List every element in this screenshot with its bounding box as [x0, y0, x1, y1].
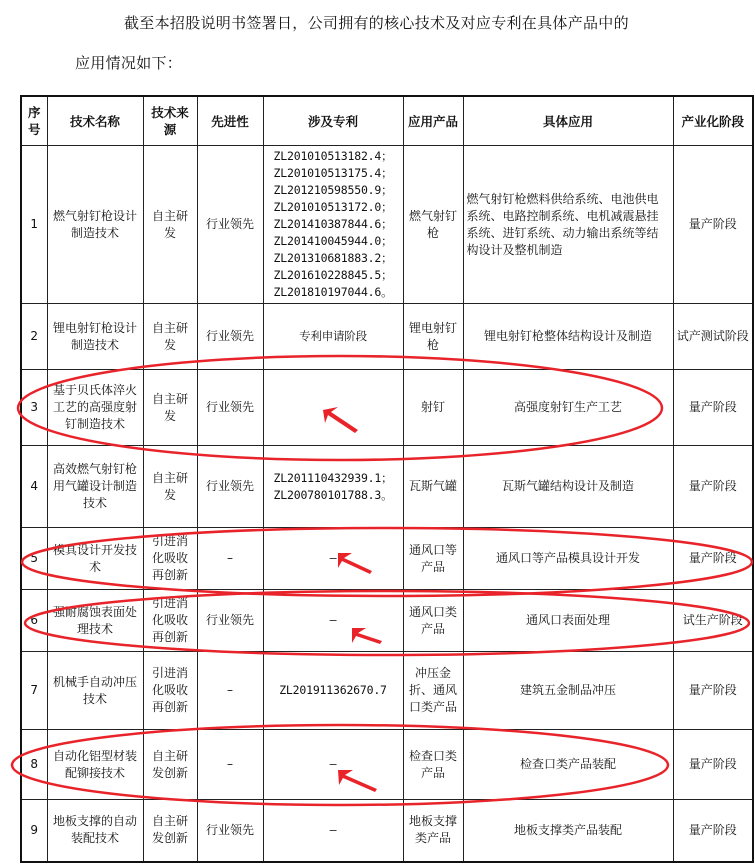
cell-application: 通风口等产品模具设计开发 — [463, 528, 673, 590]
cell-product: 锂电射钉枪 — [403, 304, 463, 370]
cell-name: 锂电射钉枪设计制造技术 — [47, 304, 143, 370]
cell-stage: 量产阶段 — [673, 528, 753, 590]
cell-source: 自主研发 — [143, 370, 197, 446]
cell-patents: 专利申请阶段 — [263, 304, 403, 370]
table-row — [21, 446, 753, 528]
cell-source: 自主研发 — [143, 304, 197, 370]
cell-stage: 量产阶段 — [673, 730, 753, 800]
table-header-row — [21, 96, 753, 146]
cell-patents: – — [263, 528, 403, 590]
cell-seq: 9 — [21, 800, 47, 862]
cell-stage: 试产测试阶段 — [673, 304, 753, 370]
cell-product: 地板支撑类产品 — [403, 800, 463, 862]
cell-seq: 8 — [21, 730, 47, 800]
cell-patents: ZL201911362670.7 — [263, 652, 403, 730]
cell-source: 自主研发 — [143, 146, 197, 304]
cell-patents: ZL201110432939.1； ZL200780101788.3。 — [263, 446, 403, 528]
table-row — [21, 528, 753, 590]
cell-stage: 量产阶段 — [673, 370, 753, 446]
cell-name: 燃气射钉枪设计制造技术 — [47, 146, 143, 304]
table-row — [21, 730, 753, 800]
table-row — [21, 652, 753, 730]
cell-patents: – — [263, 730, 403, 800]
table-row — [21, 370, 753, 446]
cell-stage: 量产阶段 — [673, 652, 753, 730]
table-row — [21, 800, 753, 862]
header-name: 技术名称 — [47, 96, 143, 146]
cell-name: 基于贝氏体淬火工艺的高强度射钉制造技术 — [47, 370, 143, 446]
cell-name: 地板支撑的自动装配技术 — [47, 800, 143, 862]
cell-name: 模具设计开发技术 — [47, 528, 143, 590]
table-row — [21, 590, 753, 652]
cell-name: 自动化铝型材装配铆接技术 — [47, 730, 143, 800]
cell-application: 建筑五金制品冲压 — [463, 652, 673, 730]
cell-source: 引进消化吸收再创新 — [143, 652, 197, 730]
cell-stage: 量产阶段 — [673, 446, 753, 528]
cell-name: 高效燃气射钉枪用气罐设计制造技术 — [47, 446, 143, 528]
intro-line-2: 应用情况如下： — [75, 54, 183, 72]
header-source: 技术来源 — [143, 96, 197, 146]
intro-paragraph — [0, 0, 755, 88]
cell-name: 强耐腐蚀表面处理技术 — [47, 590, 143, 652]
cell-name: 机械手自动冲压技术 — [47, 652, 143, 730]
cell-application: 锂电射钉枪整体结构设计及制造 — [463, 304, 673, 370]
header-advanced: 先进性 — [197, 96, 263, 146]
header-seq: 序号 — [21, 96, 47, 146]
cell-product: 射钉 — [403, 370, 463, 446]
intro-line-1: 截至本招股说明书签署日，公司拥有的核心技术及对应专利在具体产品中的 — [124, 14, 629, 32]
cell-advanced: – — [197, 528, 263, 590]
cell-advanced: – — [197, 730, 263, 800]
cell-stage: 试生产阶段 — [673, 590, 753, 652]
header-stage: 产业化阶段 — [673, 96, 753, 146]
cell-advanced: 行业领先 — [197, 446, 263, 528]
table-row — [21, 304, 753, 370]
cell-advanced: 行业领先 — [197, 146, 263, 304]
cell-application: 检查口类产品装配 — [463, 730, 673, 800]
cell-source: 引进消化吸收再创新 — [143, 590, 197, 652]
cell-patents — [263, 370, 403, 446]
cell-application: 通风口表面处理 — [463, 590, 673, 652]
cell-product: 瓦斯气罐 — [403, 446, 463, 528]
cell-advanced: – — [197, 652, 263, 730]
cell-source: 自主研发 — [143, 446, 197, 528]
cell-seq: 2 — [21, 304, 47, 370]
header-application: 具体应用 — [463, 96, 673, 146]
cell-seq: 6 — [21, 590, 47, 652]
cell-advanced: 行业领先 — [197, 800, 263, 862]
core-technology-table — [20, 95, 754, 863]
cell-advanced: 行业领先 — [197, 590, 263, 652]
cell-advanced: 行业领先 — [197, 370, 263, 446]
cell-application: 高强度射钉生产工艺 — [463, 370, 673, 446]
table-row — [21, 146, 753, 304]
header-patents: 涉及专利 — [263, 96, 403, 146]
cell-source: 自主研发创新 — [143, 730, 197, 800]
cell-seq: 7 — [21, 652, 47, 730]
cell-application: 瓦斯气罐结构设计及制造 — [463, 446, 673, 528]
cell-source: 引进消化吸收再创新 — [143, 528, 197, 590]
cell-stage: 量产阶段 — [673, 800, 753, 862]
cell-patents: – — [263, 800, 403, 862]
cell-patents: – — [263, 590, 403, 652]
cell-application: 燃气射钉枪燃料供给系统、电池供电系统、电路控制系统、电机减震悬挂系统、进钉系统、动力输出系统等结构设计及整机制造 — [463, 146, 673, 304]
cell-product: 检查口类产品 — [403, 730, 463, 800]
cell-stage: 量产阶段 — [673, 146, 753, 304]
cell-seq: 1 — [21, 146, 47, 304]
cell-product: 通风口等产品 — [403, 528, 463, 590]
cell-patents: ZL201010513182.4； ZL201010513175.4； ZL201210598550.9； ZL201010513172.0； ZL201410387844.6； ZL201410045944.0； ZL201310681883.2； ZL201610228845.5； ZL201810197044.6。 — [263, 146, 403, 304]
cell-seq: 4 — [21, 446, 47, 528]
cell-product: 冲压金折、通风口类产品 — [403, 652, 463, 730]
cell-source: 自主研发创新 — [143, 800, 197, 862]
cell-product: 燃气射钉枪 — [403, 146, 463, 304]
cell-product: 通风口类产品 — [403, 590, 463, 652]
header-product: 应用产品 — [403, 96, 463, 146]
cell-advanced: 行业领先 — [197, 304, 263, 370]
cell-application: 地板支撑类产品装配 — [463, 800, 673, 862]
cell-seq: 5 — [21, 528, 47, 590]
cell-seq: 3 — [21, 370, 47, 446]
